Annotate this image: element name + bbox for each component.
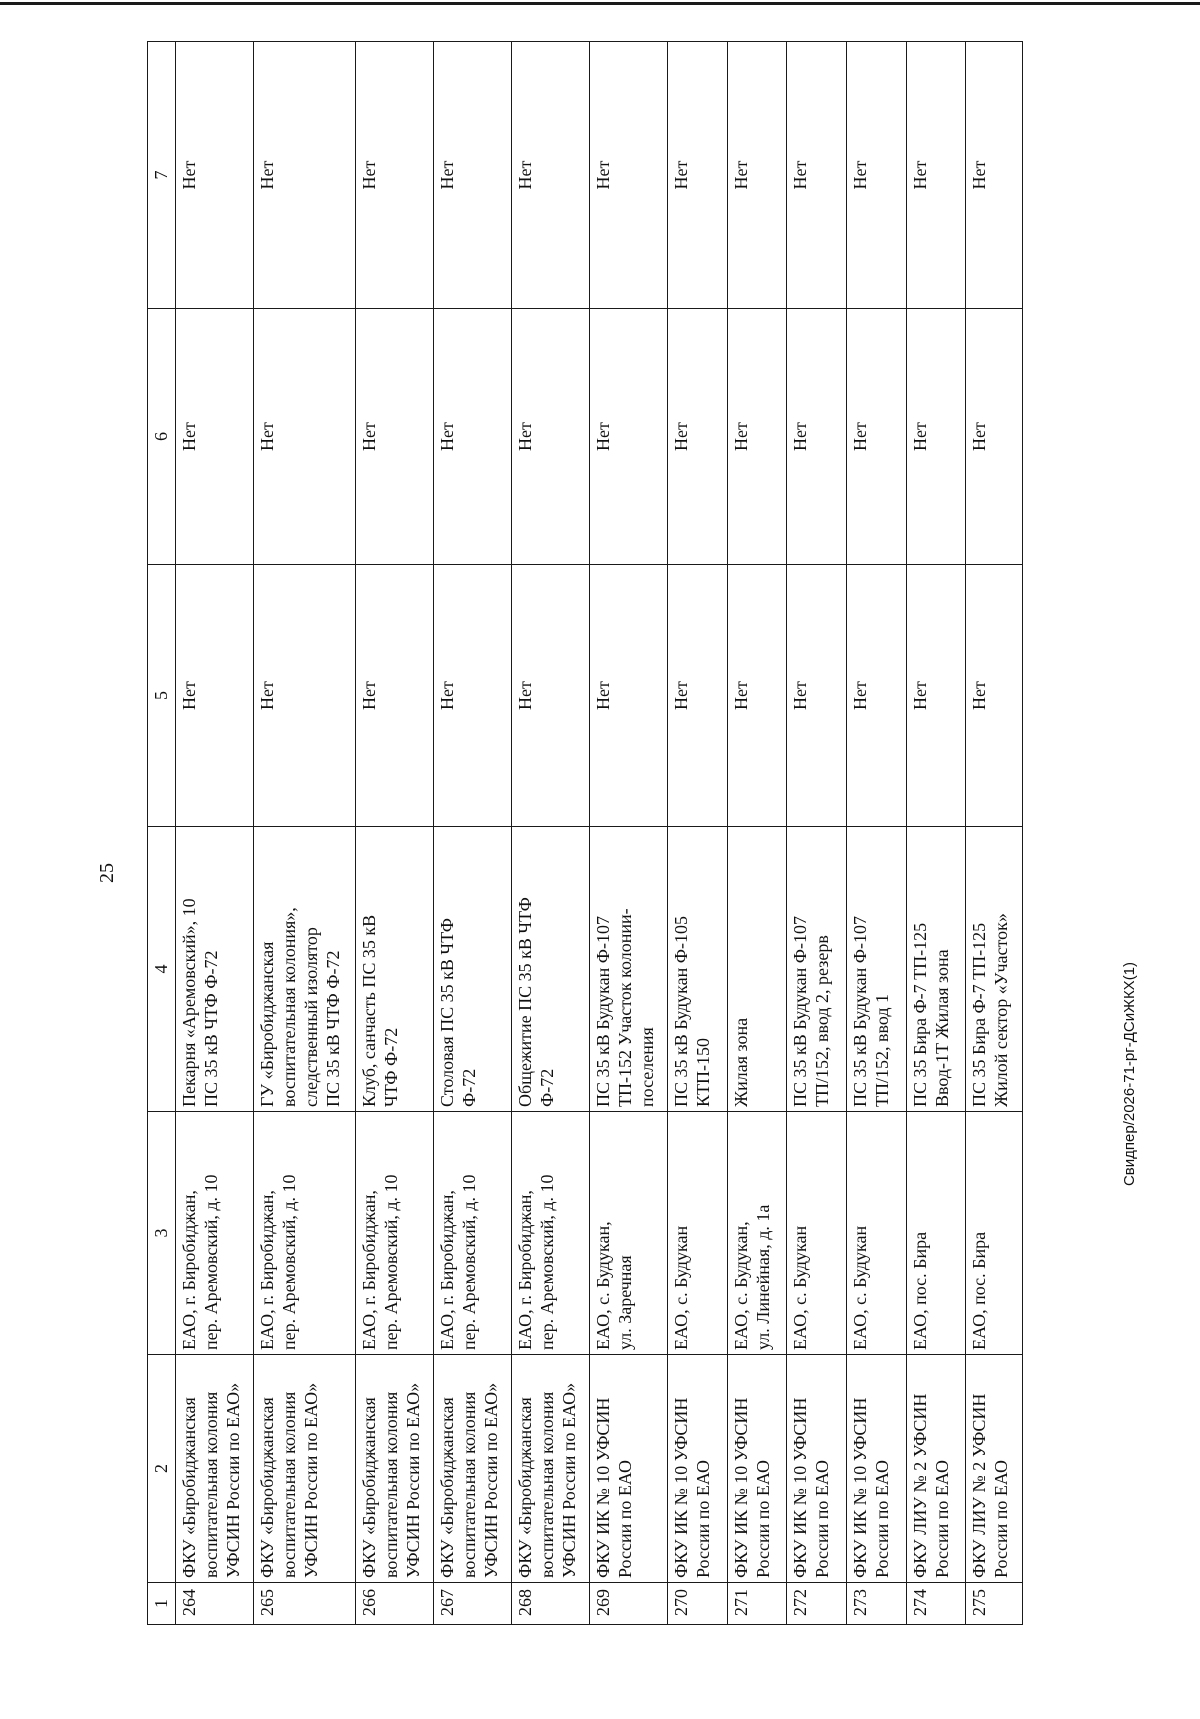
cell-line: России по ЕАО (614, 1460, 635, 1578)
cell-c6: Нет (254, 309, 356, 565)
cell-c5: Нет (589, 565, 667, 827)
column-header-2: 2 (148, 1355, 176, 1583)
cell-c7: Нет (176, 42, 254, 309)
cell-line: Клуб, санчасть ПС 35 кВ (358, 914, 379, 1107)
table-row (667, 42, 727, 1625)
row-number: 264 (176, 1583, 254, 1625)
cell-line: Ф-72 (536, 1068, 557, 1107)
cell-address (511, 1112, 589, 1355)
cell-line: ФКУ ИК № 10 УФСИН (730, 1397, 751, 1578)
cell-line: поселения (636, 1027, 657, 1107)
row-number: 272 (787, 1583, 847, 1625)
cell-c5: Нет (727, 565, 787, 827)
row-number: 266 (355, 1583, 433, 1625)
column-header-4: 4 (148, 827, 176, 1112)
cell-c6: Нет (667, 309, 727, 565)
cell-line: воспитательная колония (536, 1391, 557, 1578)
cell-org (433, 1355, 511, 1583)
cell-c7: Нет (511, 42, 589, 309)
page-number: 25 (96, 863, 118, 883)
cell-line: ФКУ ИК № 10 УФСИН (790, 1397, 811, 1578)
cell-line: ТП/152, ввод 1 (871, 993, 892, 1107)
cell-object (355, 827, 433, 1112)
cell-c7: Нет (727, 42, 787, 309)
cell-line: КТП-150 (692, 1038, 713, 1107)
row-number: 275 (966, 1583, 1023, 1625)
cell-line: ЧТФ Ф-72 (380, 1027, 401, 1107)
cell-org (966, 1355, 1023, 1583)
row-number: 271 (727, 1583, 787, 1625)
cell-line: ФКУ ИК № 10 УФСИН (592, 1397, 613, 1578)
table-row (355, 42, 433, 1625)
cell-line: ПС 35 кВ ЧТФ Ф-72 (200, 950, 221, 1107)
row-number: 269 (589, 1583, 667, 1625)
cell-object (589, 827, 667, 1112)
cell-line: ФКУ «Биробиджанская (257, 1397, 278, 1578)
row-number: 273 (847, 1583, 907, 1625)
cell-line: ПС 35 Бира Ф-7 ТП-125 (909, 922, 930, 1107)
cell-line: России по ЕАО (931, 1460, 952, 1578)
cell-line: России по ЕАО (752, 1460, 773, 1578)
cell-address (176, 1112, 254, 1355)
cell-line: ул. Линейная, д. 1а (752, 1204, 773, 1350)
cell-address (787, 1112, 847, 1355)
row-number: 268 (511, 1583, 589, 1625)
cell-line: УФСИН России по ЕАО» (222, 1382, 243, 1578)
cell-org (176, 1355, 254, 1583)
row-number: 270 (667, 1583, 727, 1625)
top-border-line (0, 2, 1200, 5)
cell-line: воспитательная колония», (278, 907, 299, 1107)
column-header-7: 7 (148, 42, 176, 309)
cell-line: ФКУ «Биробиджанская (436, 1397, 457, 1578)
cell-c6: Нет (589, 309, 667, 565)
table-row (511, 42, 589, 1625)
cell-line: ЕАО, г. Биробиджан, (257, 1190, 278, 1350)
cell-line: пер. Аремовский, д. 10 (278, 1174, 299, 1350)
cell-c5: Нет (176, 565, 254, 827)
table-row (906, 42, 966, 1625)
table-row (727, 42, 787, 1625)
cell-address (966, 1112, 1023, 1355)
cell-line: воспитательная колония (200, 1391, 221, 1578)
cell-line: ЕАО, с. Будукан (670, 1225, 691, 1350)
cell-line: пер. Аремовский, д. 10 (536, 1174, 557, 1350)
table-row (966, 42, 1023, 1625)
cell-line: России по ЕАО (812, 1460, 833, 1578)
cell-line: УФСИН России по ЕАО» (480, 1382, 501, 1578)
table-row (787, 42, 847, 1625)
cell-address (589, 1112, 667, 1355)
cell-object (254, 827, 356, 1112)
column-header-6: 6 (148, 309, 176, 565)
column-header-5: 5 (148, 565, 176, 827)
cell-line: ФКУ ЛИУ № 2 УФСИН (969, 1393, 990, 1578)
cell-org (511, 1355, 589, 1583)
cell-object (176, 827, 254, 1112)
cell-line: ПС 35 кВ Будукан Ф-107 (592, 916, 613, 1107)
cell-line: ФКУ «Биробиджанская (514, 1397, 535, 1578)
cell-address (906, 1112, 966, 1355)
table-row (254, 42, 356, 1625)
cell-c6: Нет (906, 309, 966, 565)
column-header-3: 3 (148, 1112, 176, 1355)
cell-address (433, 1112, 511, 1355)
cell-object (433, 827, 511, 1112)
cell-line: УФСИН России по ЕАО» (558, 1382, 579, 1578)
cell-c7: Нет (589, 42, 667, 309)
cell-line: УФСИН России по ЕАО» (300, 1382, 321, 1578)
cell-org (847, 1355, 907, 1583)
cell-line: ПС 35 кВ Будукан Ф-105 (670, 916, 691, 1107)
cell-object (906, 827, 966, 1112)
cell-line: воспитательная колония (278, 1391, 299, 1578)
cell-line: ЕАО, г. Биробиджан, (436, 1190, 457, 1350)
row-number: 274 (906, 1583, 966, 1625)
cell-line: Жилой сектор «Участок» (991, 913, 1012, 1107)
cell-org (254, 1355, 356, 1583)
cell-line: ЕАО, с. Будукан, (730, 1221, 751, 1350)
cell-org (787, 1355, 847, 1583)
cell-c5: Нет (254, 565, 356, 827)
cell-line: Жилая зона (730, 1017, 751, 1107)
cell-line: ФКУ ИК № 10 УФСИН (670, 1397, 691, 1578)
cell-c5: Нет (433, 565, 511, 827)
cell-c7: Нет (254, 42, 356, 309)
cell-line: ЕАО, г. Биробиджан, (179, 1190, 199, 1350)
cell-line: воспитательная колония (458, 1391, 479, 1578)
cell-line: ФКУ ЛИУ № 2 УФСИН (909, 1393, 930, 1578)
cell-line: УФСИН России по ЕАО» (402, 1382, 423, 1578)
table-row (847, 42, 907, 1625)
header-row (148, 42, 176, 1625)
cell-org (355, 1355, 433, 1583)
cell-line: следственный изолятор (300, 927, 321, 1107)
cell-line: России по ЕАО (991, 1460, 1012, 1578)
row-number: 267 (433, 1583, 511, 1625)
cell-line: ПС 35 кВ ЧТФ Ф-72 (322, 950, 343, 1107)
cell-line: России по ЕАО (871, 1460, 892, 1578)
document-code: Свидпер/2026-71-рг-ДСиЖКХ(1) (1121, 961, 1138, 1187)
cell-line: ФКУ ИК № 10 УФСИН (850, 1397, 871, 1578)
cell-line: ЕАО, с. Будукан (790, 1225, 811, 1350)
cell-line: ЕАО, с. Будукан (850, 1225, 871, 1350)
cell-line: ФКУ «Биробиджанская (179, 1397, 199, 1578)
cell-line: Столовая ПС 35 кВ ЧТФ (436, 918, 457, 1107)
cell-c7: Нет (355, 42, 433, 309)
table-row (433, 42, 511, 1625)
cell-c5: Нет (966, 565, 1023, 827)
cell-line: ПС 35 кВ Будукан Ф-107 (790, 916, 811, 1107)
cell-object (787, 827, 847, 1112)
cell-object (511, 827, 589, 1112)
table-row (176, 42, 254, 1625)
cell-line: ЕАО, пос. Бира (969, 1231, 990, 1350)
cell-line: ЕАО, пос. Бира (909, 1231, 930, 1350)
cell-line: ЕАО, г. Биробиджан, (358, 1190, 379, 1350)
cell-c7: Нет (787, 42, 847, 309)
row-number: 265 (254, 1583, 356, 1625)
cell-line: ЕАО, г. Биробиджан, (514, 1190, 535, 1350)
cell-c6: Нет (433, 309, 511, 565)
cell-c7: Нет (847, 42, 907, 309)
cell-c7: Нет (433, 42, 511, 309)
cell-line: Пекарня «Аремовский», 10 (179, 898, 199, 1107)
column-header-1: 1 (148, 1583, 176, 1625)
cell-object (727, 827, 787, 1112)
cell-org (906, 1355, 966, 1583)
cell-line: ТП/152, ввод 2, резерв (812, 935, 833, 1107)
cell-line: ЕАО, с. Будукан, (592, 1221, 613, 1350)
objects-table (147, 41, 1023, 1625)
cell-line: пер. Аремовский, д. 10 (380, 1174, 401, 1350)
cell-c6: Нет (966, 309, 1023, 565)
cell-org (667, 1355, 727, 1583)
cell-object (966, 827, 1023, 1112)
cell-line: ПС 35 кВ Будукан Ф-107 (850, 916, 871, 1107)
cell-c5: Нет (787, 565, 847, 827)
cell-object (667, 827, 727, 1112)
rotated-table-container (147, 42, 1023, 1625)
cell-c5: Нет (847, 565, 907, 827)
cell-c7: Нет (906, 42, 966, 309)
cell-address (355, 1112, 433, 1355)
cell-c7: Нет (667, 42, 727, 309)
cell-line: ул. Заречная (614, 1255, 635, 1350)
cell-line: пер. Аремовский, д. 10 (458, 1174, 479, 1350)
cell-address (847, 1112, 907, 1355)
cell-address (667, 1112, 727, 1355)
cell-line: России по ЕАО (692, 1460, 713, 1578)
cell-line: Общежитие ПС 35 кВ ЧТФ (514, 897, 535, 1107)
cell-c5: Нет (667, 565, 727, 827)
cell-line: Ввод-1Т Жилая зона (931, 949, 952, 1107)
table-body (176, 42, 1023, 1625)
cell-line: пер. Аремовский, д. 10 (200, 1174, 221, 1350)
cell-org (589, 1355, 667, 1583)
table-row (589, 42, 667, 1625)
cell-c6: Нет (787, 309, 847, 565)
cell-line: ПС 35 Бира Ф-7 ТП-125 (969, 922, 990, 1107)
cell-c6: Нет (847, 309, 907, 565)
cell-line: Ф-72 (458, 1068, 479, 1107)
cell-c6: Нет (176, 309, 254, 565)
cell-c6: Нет (511, 309, 589, 565)
cell-address (727, 1112, 787, 1355)
cell-line: ФКУ «Биробиджанская (358, 1397, 379, 1578)
cell-c6: Нет (727, 309, 787, 565)
cell-address (254, 1112, 356, 1355)
cell-c6: Нет (355, 309, 433, 565)
cell-line: воспитательная колония (380, 1391, 401, 1578)
cell-object (847, 827, 907, 1112)
cell-line: ГУ «Биробиджанская (257, 941, 278, 1107)
cell-c5: Нет (511, 565, 589, 827)
cell-c7: Нет (966, 42, 1023, 309)
cell-c5: Нет (906, 565, 966, 827)
cell-c5: Нет (355, 565, 433, 827)
cell-line: ТП-152 Участок колонии- (614, 908, 635, 1107)
cell-org (727, 1355, 787, 1583)
